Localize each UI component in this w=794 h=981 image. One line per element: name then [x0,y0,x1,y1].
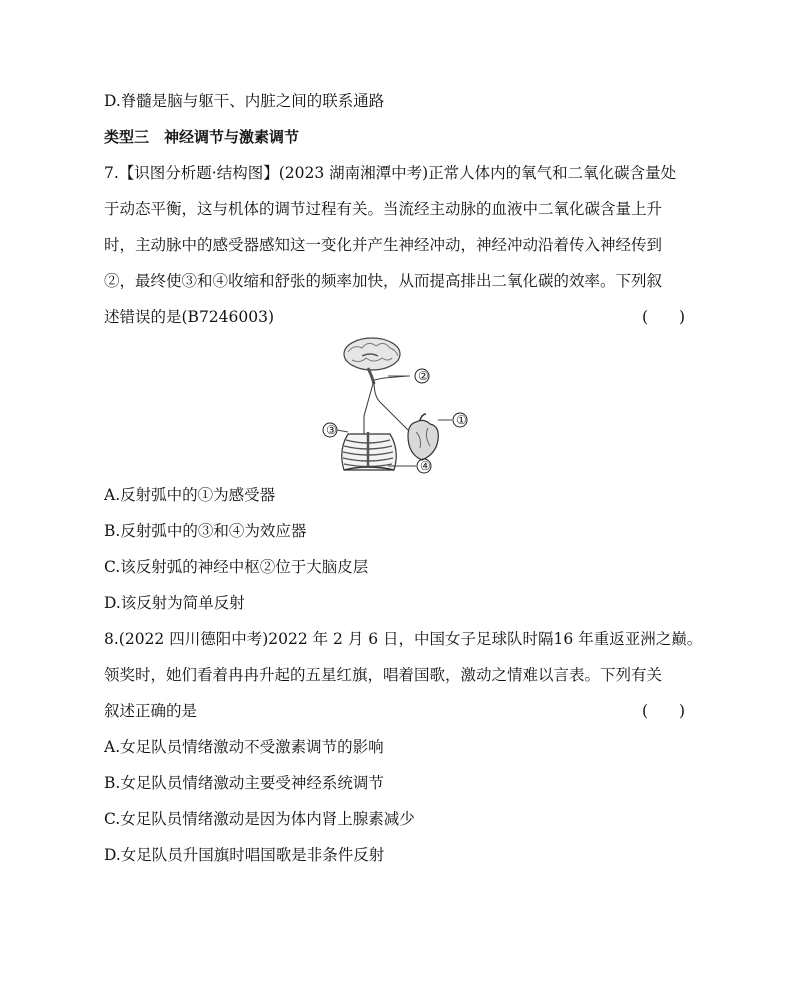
q8-option-d: D.女足队员升国旗时唱国歌是非条件反射 [104,846,385,864]
reflex-arc-diagram [318,332,478,478]
q7-option-b: B.反射弧中的③和④为效应器 [104,522,307,540]
heart-illustration [408,414,438,460]
q7-stem-line-1: 7.【识图分析题·结构图】(2023 湖南湘潭中考)正常人体内的氧气和二氧化碳含量处 [104,164,677,182]
q7-option-a: A.反射弧中的①为感受器 [104,486,276,504]
q7-answer-paren: ( ) [642,308,686,326]
q7-stem-line-5: 述错误的是(B7246003) [104,308,275,326]
q7-stem-line-3: 时，主动脉中的感受器感知这一变化并产生神经冲动，神经冲动沿着传入神经传到 [104,236,663,254]
figure-label-1: ① [456,413,467,427]
q8-option-a: A.女足队员情绪激动不受激素调节的影响 [104,738,384,756]
section-title: 类型三 神经调节与激素调节 [104,128,300,146]
q7-stem-line-2: 于动态平衡，这与机体的调节过程有关。当流经主动脉的血液中二氧化碳含量上升 [104,200,663,218]
figure-label-2: ② [418,369,429,383]
q8-option-b: B.女足队员情绪激动主要受神经系统调节 [104,774,384,792]
q6-option-d: D.脊髓是脑与躯干、内脏之间的联系通路 [104,92,385,110]
ribcage-illustration [342,432,397,470]
figure-label-4: ④ [420,459,431,473]
q8-option-c: C.女足队员情绪激动是因为体内肾上腺素减少 [104,810,415,828]
figure-label-3: ③ [326,423,337,437]
q8-stem-line-1: 8.(2022 四川德阳中考)2022 年 2 月 6 日，中国女子足球队时隔16 年重返亚洲之巅。 [104,630,703,648]
q8-stem-line-3: 叙述正确的是 [104,702,198,720]
q7-stem-line-4: ②，最终使③和④收缩和舒张的频率加快，从而提高排出二氧化碳的效率。下列叙 [104,272,663,290]
reflex-arc-figure [318,332,478,478]
q8-stem-line-2: 领奖时，她们看着冉冉升起的五星红旗，唱着国歌，激动之情难以言表。下列有关 [104,666,663,684]
q7-option-d: D.该反射为简单反射 [104,594,245,612]
q8-answer-paren: ( ) [642,702,686,720]
q7-option-c: C.该反射弧的神经中枢②位于大脑皮层 [104,558,369,576]
